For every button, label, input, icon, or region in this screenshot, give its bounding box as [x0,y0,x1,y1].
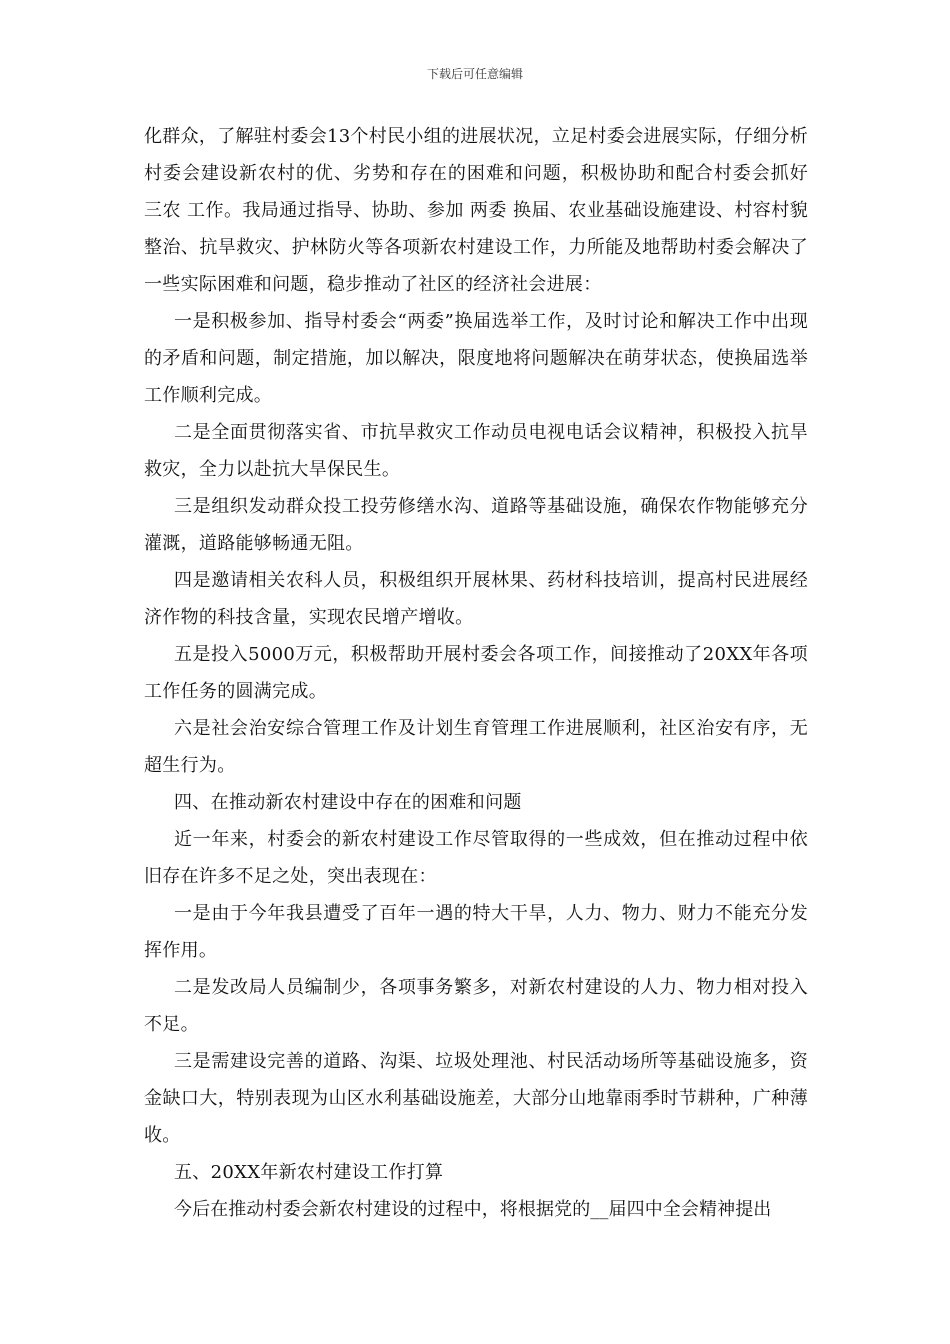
paragraph-problems-intro: 近一年来，村委会的新农村建设工作尽管取得的一些成效，但在推动过程中依旧存在许多不足之处，突出表现在： [144,829,808,887]
paragraph-problem-2: 二是发改局人员编制少，各项事务繁多，对新农村建设的人力、物力相对投入不足。 [144,977,808,1035]
paragraph-plan-intro: 今后在推动村委会新农村建设的过程中，将根据党的__届四中全会精神提出 [174,1199,772,1220]
document-body [144,118,808,1228]
paragraph-problem-3: 三是需建设完善的道路、沟渠、垃圾处理池、村民活动场所等基础设施多，资金缺口大，特别表现为山区水利基础设施差，大部分山地靠雨季时节耕种，广种薄收。 [144,1051,808,1146]
paragraph-continuation: 化群众，了解驻村委会13个村民小组的进展状况，立足村委会进展实际，仔细分析村委会建设新农村的优、劣势和存在的困难和问题，积极协助和配合村委会抓好 三农 工作。我局通过指导、协助、参加 两委 换届、农业基础设施建设、村容村貌整治、抗旱救灾、护林防火等各项新农村建设工作，力所能及地帮助村委会解决了一些实际困难和问题，稳步推动了社区的经济社会进展： [144,126,809,295]
paragraph-item-4: 四是邀请相关农科人员，积极组织开展林果、药材科技培训，提高村民进展经济作物的科技含量，实现农民增产增收。 [144,570,808,628]
section-heading-5: 五、20XX年新农村建设工作打算 [174,1162,444,1183]
paragraph-item-1: 一是积极参加、指导村委会“两委”换届选举工作，及时讨论和解决工作中出现的矛盾和问题，制定措施，加以解决，限度地将问题解决在萌芽状态，使换届选举工作顺利完成。 [144,311,808,406]
paragraph-item-2: 二是全面贯彻落实省、市抗旱救灾工作动员电视电话会议精神，积极投入抗旱救灾，全力以赴抗大旱保民生。 [144,422,808,480]
section-heading-4: 四、在推动新农村建设中存在的困难和问题 [174,792,522,813]
paragraph-problem-1: 一是由于今年我县遭受了百年一遇的特大干旱，人力、物力、财力不能充分发挥作用。 [144,903,808,961]
paragraph-item-5: 五是投入5000万元，积极帮助开展村委会各项工作，间接推动了20XX年各项工作任务的圆满完成。 [144,644,808,702]
paragraph-item-3: 三是组织发动群众投工投劳修缮水沟、道路等基础设施，确保农作物能够充分灌溉，道路能够畅通无阻。 [144,496,808,554]
paragraph-item-6: 六是社会治安综合管理工作及计划生育管理工作进展顺利，社区治安有序，无超生行为。 [144,718,808,776]
page-header-note: 下载后可任意编辑 [426,67,523,81]
